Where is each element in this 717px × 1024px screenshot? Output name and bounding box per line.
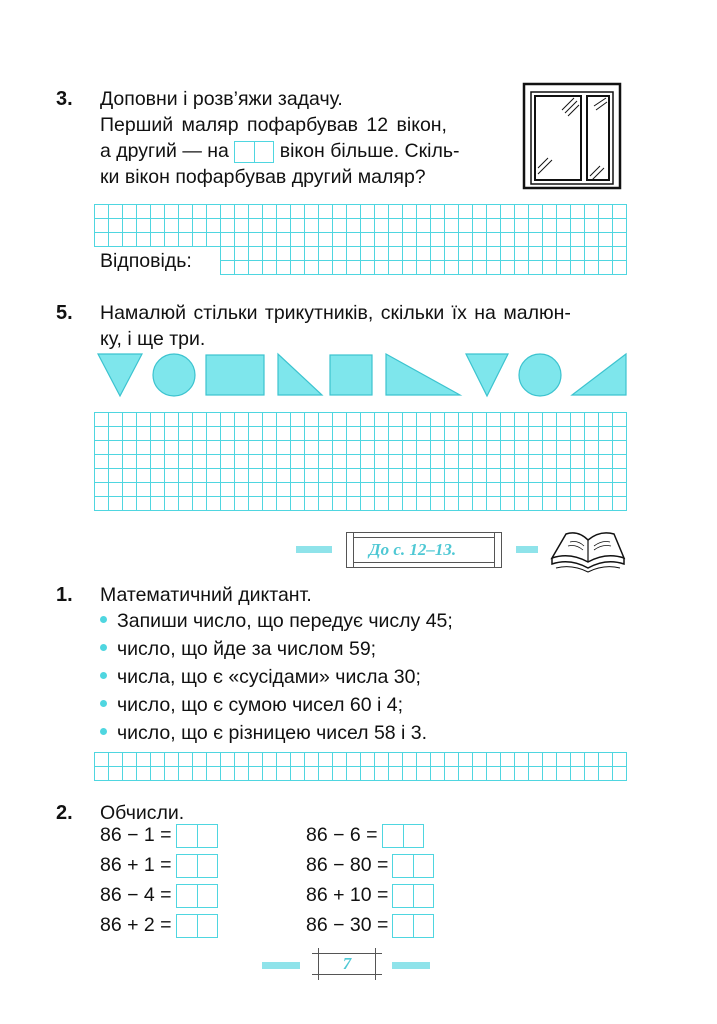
task-1-grid[interactable]	[94, 752, 627, 781]
task-3-grid[interactable]	[94, 204, 627, 247]
task-2-title: Обчисли.	[100, 802, 185, 824]
task-3-line-3	[100, 138, 460, 164]
square-icon	[330, 355, 372, 395]
equation-left-4: 86 + 2 =	[100, 914, 218, 938]
triangle-down-icon	[98, 354, 142, 396]
list-item: Запиши число, що передує числу 45;	[100, 608, 453, 634]
equation-right-4: 86 − 30 =	[306, 914, 434, 938]
page-number: 7	[342, 954, 352, 973]
answer-box[interactable]	[392, 914, 434, 938]
task-3-number: 3.	[56, 88, 73, 110]
equation-left-1: 86 − 1 =	[100, 824, 218, 848]
list-item: число, що є сумою чисел 60 і 4;	[100, 692, 403, 718]
triangle-left-icon	[572, 354, 626, 395]
page-bar-right	[392, 962, 430, 969]
circle-icon	[519, 354, 561, 396]
answer-grid[interactable]	[220, 246, 627, 275]
equation-left-3: 86 − 4 =	[100, 884, 218, 908]
equation-right-2: 86 − 80 =	[306, 854, 434, 878]
answer-box[interactable]	[234, 141, 274, 163]
task-3-line-2: Перший маляр пофарбував 12 вікон,	[100, 114, 447, 136]
answer-box[interactable]	[392, 854, 434, 878]
task-2-number: 2.	[56, 802, 73, 824]
task-1-number: 1.	[56, 584, 73, 606]
page-bar-left	[262, 962, 300, 969]
task-5-grid[interactable]	[94, 412, 627, 511]
right-triangle-wide-icon	[386, 354, 460, 395]
list-item: число, що є різницею чисел 58 і 3.	[100, 720, 427, 746]
section-label: До с. 12–13.	[369, 540, 457, 559]
section-label-box	[346, 532, 502, 568]
list-item: числа, що є «сусідами» числа 30;	[100, 664, 421, 690]
task-5-line-1: Намалюй стільки трикутників, скільки їх на малюн-	[100, 302, 571, 324]
equation-right-3: 86 + 10 =	[306, 884, 434, 908]
answer-box[interactable]	[176, 884, 218, 908]
shapes-row	[96, 350, 632, 400]
task-3-line-1: Доповни і розв’яжи задачу.	[100, 88, 343, 110]
circle-icon	[153, 354, 195, 396]
task-1-title: Математичний диктант.	[100, 584, 312, 606]
section-bar-left	[296, 546, 332, 553]
equation-right-1: 86 − 6 =	[306, 824, 424, 848]
answer-box[interactable]	[392, 884, 434, 908]
equation-left-2: 86 + 1 =	[100, 854, 218, 878]
triangle-down-icon	[466, 354, 508, 396]
right-triangle-icon	[278, 354, 322, 395]
window-icon	[522, 82, 622, 190]
answer-box[interactable]	[176, 824, 218, 848]
answer-box[interactable]	[382, 824, 424, 848]
list-item: число, що йде за числом 59;	[100, 636, 376, 662]
answer-box[interactable]	[176, 854, 218, 878]
task-5-number: 5.	[56, 302, 73, 324]
page-number-box	[312, 948, 382, 980]
answer-box[interactable]	[176, 914, 218, 938]
task-3-line-4: ки вікон пофарбував другий маляр?	[100, 166, 426, 188]
book-icon	[548, 528, 628, 574]
answer-label: Відповідь:	[94, 247, 206, 276]
rectangle-icon	[206, 355, 264, 395]
task-3-line-3b: вікон більше. Скіль-	[279, 140, 460, 162]
task-3-line-3a: а другий — на	[100, 140, 229, 162]
section-bar-right	[516, 546, 538, 553]
task-5-line-2: ку, і ще три.	[100, 328, 206, 350]
